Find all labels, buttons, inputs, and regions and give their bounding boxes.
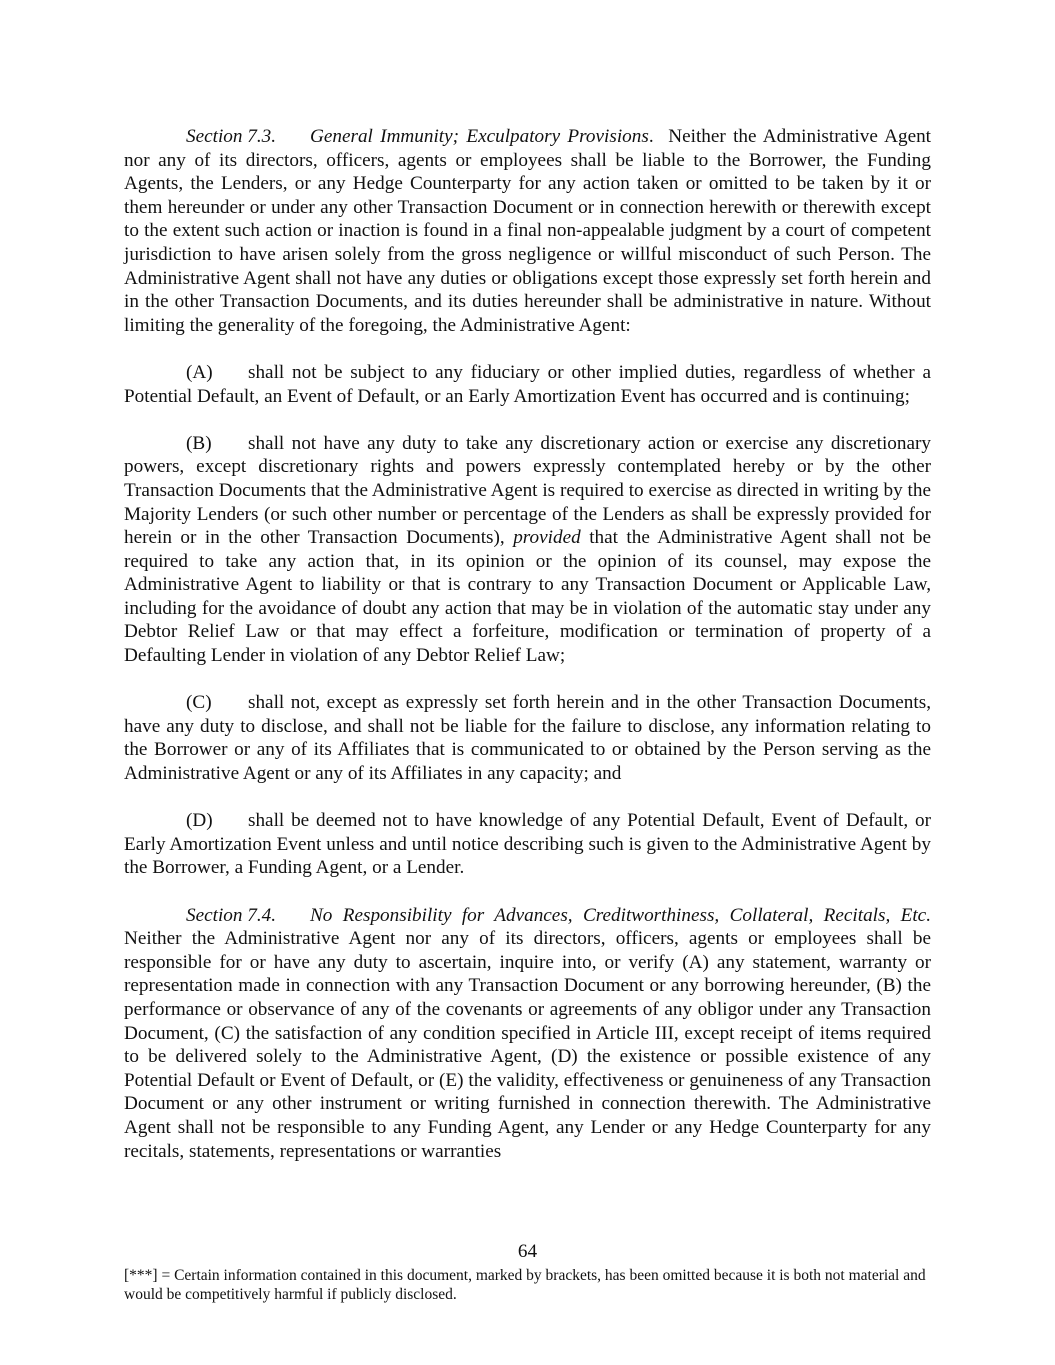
clause-a-label: (A) bbox=[186, 361, 213, 383]
section-7-3-title-period: . bbox=[648, 126, 654, 147]
section-7-4-body: Neither the Administrative Agent nor any of its directors, officers, agents or employees shall be responsible for or have any duty to ascertain, inquire into, or verify (A) any statement, warranty or representation made in connection with any Transaction Document or any borrowing hereunder, (B) the performance or observance of any of the covenants or agreements of any obligor under any Transaction Document, (C) the satisfaction of any condition specified in Article III, except receipt of items required to be delivered solely to the Administrative Agent, (D) the existence or possible existence of any Potential Default or Event of Default, or (E) the validity, effectiveness or genuineness of any Transaction Document or any other instrument or writing furnished in connection therewith. The Administrative Agent shall not be responsible to any Funding Agent, any Lender or any Hedge Counterparty for any recitals, statements, representations or warranties bbox=[124, 928, 931, 1162]
clause-d bbox=[124, 809, 931, 880]
section-7-4-title: No Responsibility for Advances, Creditworthiness, Collateral, Recitals, Etc. bbox=[310, 904, 931, 926]
clause-b bbox=[124, 432, 931, 668]
clause-d-text: shall be deemed not to have knowledge of any Potential Default, Event of Default, or Early Amortization Event unless and until notice describing such is given to the Administrative Agent by the Borrower, a Funding Agent, or a Lender. bbox=[124, 810, 931, 879]
clause-c-label: (C) bbox=[186, 692, 212, 714]
section-7-4-paragraph bbox=[124, 904, 931, 1164]
clause-c-text: shall not, except as expressly set forth herein and in the other Transaction Documents, have any duty to disclose, and shall not be liable for the failure to disclose, any information relating to the Borrower or any of its Affiliates that is communicated to or obtained by the Person serving as the Administrative Agent or any of its Affiliates in any capacity; and bbox=[124, 692, 931, 785]
document-page bbox=[124, 125, 931, 1187]
clause-b-text-before: shall not have any duty to take any discretionary action or exercise any discretionary powers, except discretionary rights and powers expressly contemplated hereby or by the other Transaction Documents that the Administrative Agent is required to exercise as directed in writing by the Majority Lenders (or such other number or percentage of the Lenders as shall be expressly provided for herein or in the other Transaction Documents), bbox=[124, 432, 931, 549]
clause-a-text: shall not be subject to any fiduciary or other implied duties, regardless of whether a Potential Default, an Event of Default, or an Early Amortization Event has occurred and is continuing; bbox=[124, 361, 931, 407]
clause-d-label: (D) bbox=[186, 810, 213, 832]
section-7-3-paragraph bbox=[124, 125, 931, 337]
clause-a bbox=[124, 361, 931, 408]
section-7-3-body: Neither the Administrative Agent nor any of its directors, officers, agents or employees shall be liable to the Borrower, the Funding Agents, the Lenders, or any Hedge Counterparty for any action taken or omitted to be taken by it or them hereunder or under any other Transaction Document or in connection herewith or therewith except to the extent such action or inaction is found in a final non-appealable judgment by a court of competent jurisdiction to have arisen solely from the gross negligence or willful misconduct of such Person. The Administrative Agent shall not have any duties or obligations except those expressly set forth herein and in the other Transaction Documents, and its duties hereunder shall be administrative in nature. Without limiting the generality of the foregoing, the Administrative Agent: bbox=[124, 126, 932, 336]
section-7-4-number: Section 7.4. bbox=[186, 904, 277, 926]
confidentiality-footnote: [***] = Certain information contained in this document, marked by brackets, has been omitted because it is both not material and would be competitively harmful if publicly disclosed. bbox=[124, 1267, 926, 1303]
clause-b-label: (B) bbox=[186, 432, 212, 454]
clause-b-emphasis: provided bbox=[513, 527, 581, 549]
section-7-3-title: General Immunity; Exculpatory Provisions bbox=[310, 126, 649, 147]
page-number: 64 bbox=[517, 1241, 538, 1262]
clause-b-text-after: that the Administrative Agent shall not be required to take any action that, in its opinion or the opinion of its counsel, may expose the Administrative Agent to liability or that is contrary to any Transaction Document or Applicable Law, including for the avoidance of doubt any action that may be in violation of the automatic stay under any Debtor Relief Law or that may effect a forfeiture, modification or termination of property of a Defaulting Lender in violation of any Debtor Relief Law; bbox=[124, 527, 932, 667]
section-7-3-number: Section 7.3. bbox=[186, 126, 277, 147]
clause-c bbox=[124, 691, 931, 785]
